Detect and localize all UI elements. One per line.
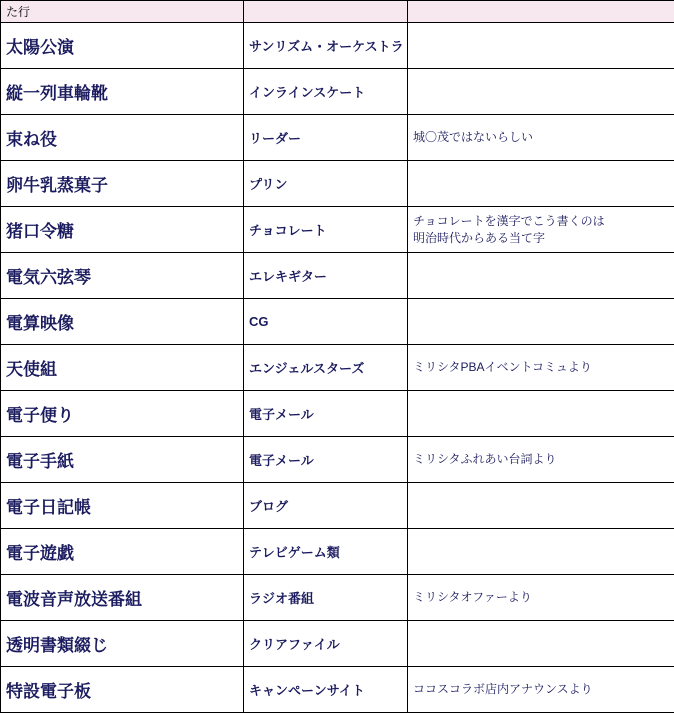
- cell-note: ミリシタふれあい台詞より: [408, 437, 674, 483]
- header-cell-category: た行: [1, 1, 244, 23]
- cell-note: [408, 391, 674, 437]
- table-row: [1, 667, 674, 713]
- cell-note: チョコレートを漢字でこう書くのは 明治時代からある当て字: [408, 207, 674, 253]
- cell-note: [408, 253, 674, 299]
- cell-note: 城〇茂ではないらしい: [408, 115, 674, 161]
- cell-term: 電算映像: [1, 299, 244, 345]
- header-cell-reading: [244, 1, 408, 23]
- cell-term: 電気六弦琴: [1, 253, 244, 299]
- cell-term: 電波音声放送番組: [1, 575, 244, 621]
- cell-term: 電子遊戯: [1, 529, 244, 575]
- cell-term: 電子日記帳: [1, 483, 244, 529]
- table-row: [1, 207, 674, 253]
- cell-term: 卵牛乳蒸菓子: [1, 161, 244, 207]
- cell-note: [408, 529, 674, 575]
- cell-note: [408, 69, 674, 115]
- table-row: [1, 483, 674, 529]
- header-cell-note: [408, 1, 674, 23]
- table-row: [1, 299, 674, 345]
- table-row: [1, 529, 674, 575]
- table-row: [1, 253, 674, 299]
- cell-reading: プリン: [244, 161, 408, 207]
- cell-reading: ブログ: [244, 483, 408, 529]
- cell-reading: 電子メール: [244, 437, 408, 483]
- cell-reading: キャンペーンサイト: [244, 667, 408, 713]
- cell-reading: CG: [244, 299, 408, 345]
- table-row: [1, 391, 674, 437]
- cell-term: 透明書類綴じ: [1, 621, 244, 667]
- table-row: [1, 621, 674, 667]
- cell-reading: エンジェルスターズ: [244, 345, 408, 391]
- cell-note: ココスコラボ店内アナウンスより: [408, 667, 674, 713]
- table-row: [1, 161, 674, 207]
- table-row: [1, 69, 674, 115]
- cell-note: [408, 161, 674, 207]
- table-row: [1, 345, 674, 391]
- cell-reading: リーダー: [244, 115, 408, 161]
- cell-term: 電子便り: [1, 391, 244, 437]
- table-header-row: [1, 1, 674, 23]
- cell-term: 特設電子板: [1, 667, 244, 713]
- cell-note: [408, 299, 674, 345]
- cell-reading: ラジオ番組: [244, 575, 408, 621]
- cell-reading: チョコレート: [244, 207, 408, 253]
- cell-term: 束ね役: [1, 115, 244, 161]
- cell-reading: サンリズム・オーケストラ: [244, 23, 408, 69]
- cell-note: ミリシタPBAイベントコミュより: [408, 345, 674, 391]
- cell-reading: クリアファイル: [244, 621, 408, 667]
- table-row: [1, 115, 674, 161]
- cell-reading: テレビゲーム類: [244, 529, 408, 575]
- cell-note: [408, 483, 674, 529]
- cell-note: [408, 621, 674, 667]
- table-body: [1, 1, 674, 713]
- cell-term: 猪口令糖: [1, 207, 244, 253]
- cell-term: 天使組: [1, 345, 244, 391]
- table-row: [1, 23, 674, 69]
- cell-note: [408, 23, 674, 69]
- cell-reading: インラインスケート: [244, 69, 408, 115]
- cell-term: 電子手紙: [1, 437, 244, 483]
- cell-reading: エレキギター: [244, 253, 408, 299]
- table-row: [1, 437, 674, 483]
- cell-reading: 電子メール: [244, 391, 408, 437]
- cell-term: 縦一列車輪靴: [1, 69, 244, 115]
- cell-note: ミリシタオファーより: [408, 575, 674, 621]
- cell-term: 太陽公演: [1, 23, 244, 69]
- table-row: [1, 575, 674, 621]
